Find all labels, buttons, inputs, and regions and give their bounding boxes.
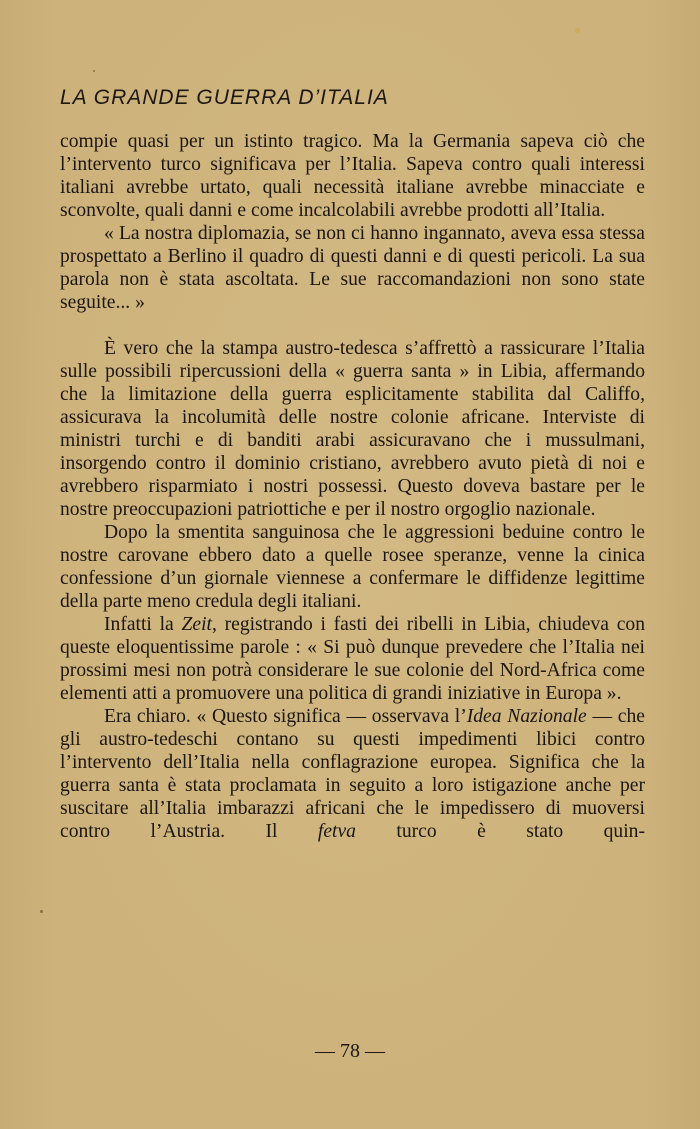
text-run: turco è stato quin- [355, 821, 645, 842]
newspaper-title: Zeit [181, 614, 212, 635]
stain-mark [93, 70, 95, 72]
text-run: Infatti la [104, 614, 182, 635]
term-italic: fetva [317, 821, 356, 842]
running-head: LA GRANDE GUERRA D’ITALIA [60, 86, 389, 109]
newspaper-title: Idea Nazionale [466, 706, 587, 727]
paragraph [60, 705, 645, 843]
paragraph: Dopo la smentita sanguinosa che le aggressioni beduine contro le nostre carovane ebbero dato a quelle rosee speranze, venne la cinica confessione d’un giornale viennese a confermare le diffidenze legittime della parte meno credula degli italiani. [60, 522, 645, 612]
body-text [60, 130, 645, 843]
paragraph [60, 613, 645, 705]
paragraph: « La nostra diplomazia, se non ci hanno ingannato, aveva essa stessa prospettato a Berlino il quadro di questi danni e di questi pericoli. La sua parola non è stata ascoltata. Le sue raccomandazioni non sono state seguite... » [60, 223, 645, 313]
stain-mark [575, 28, 580, 33]
paragraph: È vero che la stampa austro-tedesca s’affrettò a rassicurare l’Italia sulle possibili ripercussioni della « guerra santa » in Libia, affermando che la limitazione della guerra esplicitamente stabilita dal Califfo, assicurava la incolumità delle nostre colonie africane. Interviste di ministri turchi e di banditi arabi assicuravano che i mussulmani, insorgendo contro il dominio cristiano, avrebbero avuto pietà di noi e avrebbero risparmiato i nostri possessi. Questo doveva bastare per le nostre preoccupazioni patriottiche e per il nostro orgoglio nazionale. [60, 338, 645, 520]
stain-mark [40, 910, 43, 913]
paragraph: compie quasi per un istinto tragico. Ma la Germania sapeva ciò che l’intervento turco significava per l’Italia. Sapeva contro quali interessi italiani avrebbe urtato, quali necessità italiane avrebbe minacciate e sconvolte, quali danni e come incalcolabili avrebbe prodotti all’Italia. [60, 131, 645, 221]
page-number: — 78 — [315, 1040, 385, 1062]
text-run: Era chiaro. « Questo significa — osservava l’ [104, 706, 467, 727]
text-run: , registrando i fasti dei ribelli in Libia, chiudeva con queste eloquentissime parole : « Si può dunque prevedere che l’Italia nei prossimi mesi non potrà considerare le sue colonie del Nord-Africa come elementi atti a promuovere una politica di grandi iniziative in Europa ». [60, 614, 645, 704]
text-run: — che gli austro-tedeschi contano su questi impedimenti libici contro l’intervento dell’Italia nella conflagrazione europea. Significa che la guerra santa è stata proclamata in seguito a loro istigazione anche per suscitare all’Italia imbarazzi africani che le impedissero di muoversi contro l’Austria. Il [60, 706, 645, 842]
